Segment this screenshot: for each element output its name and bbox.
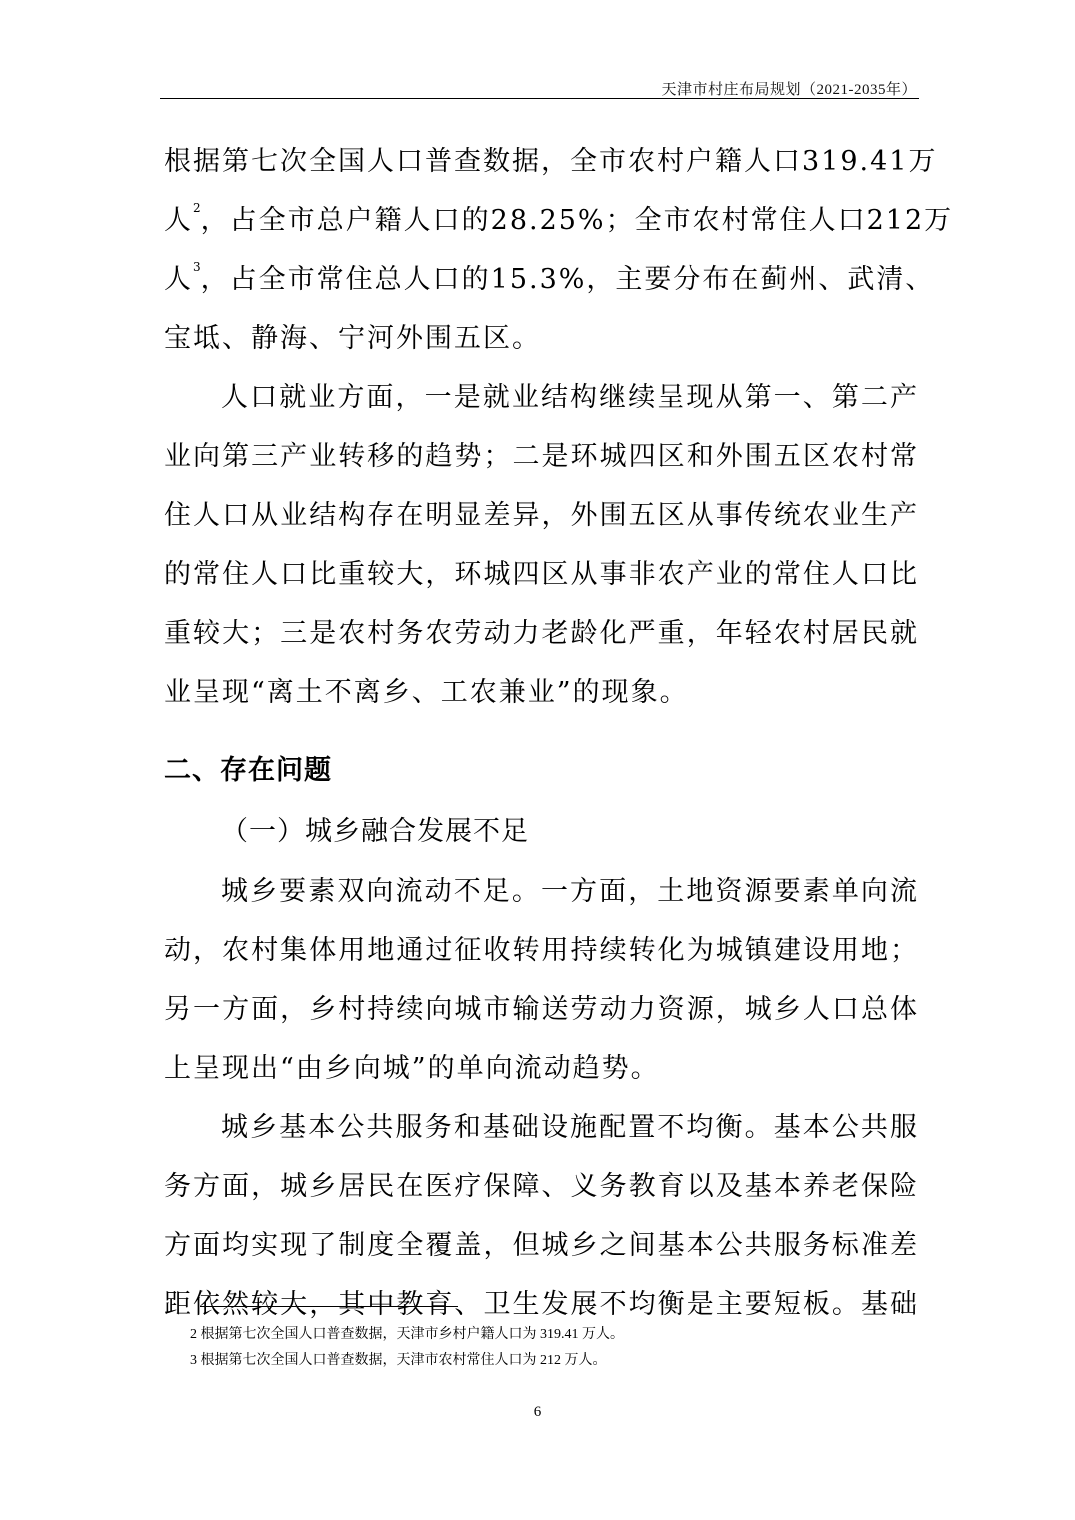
paragraph-line: 业呈现“离土不离乡、工农兼业”的现象。 (164, 677, 689, 708)
paragraph-line: 人口就业方面，一是就业结构继续呈现从第一、第二产 (221, 382, 919, 413)
line-text: ，占全市总户籍人口的28.25%；全市农村常住人口212万 (200, 205, 954, 236)
paragraph-line: 业向第三产业转移的趋势；二是环城四区和外围五区农村常 (164, 441, 919, 472)
paragraph-line: 务方面，城乡居民在医疗保障、义务教育以及基本养老保险 (164, 1171, 919, 1202)
paragraph-line: 城乡基本公共服务和基础设施配置不均衡。基本公共服 (221, 1112, 919, 1143)
paragraph-line: 上呈现出“由乡向城”的单向流动趋势。 (164, 1053, 660, 1084)
paragraph-line: 距依然较大，其中教育、卫生发展不均衡是主要短板。基础 (164, 1289, 919, 1320)
running-header: 天津市村庄布局规划（2021-2035年） (661, 82, 917, 98)
line-text: 人 (164, 264, 193, 295)
paragraph-line: 住人口从业结构存在明显差异，外围五区从事传统农业生产 (164, 500, 919, 531)
line-text: 人 (164, 205, 193, 236)
body-text (164, 132, 954, 1334)
paragraph-line (164, 191, 954, 250)
footnote-ref-2[interactable]: 2 (193, 201, 201, 215)
footnote-3: 3 根据第七次全国人口普查数据，天津市农村常住人口为 212 万人。 (190, 1353, 607, 1368)
paragraph-line: 根据第七次全国人口普查数据，全市农村户籍人口319.41万 (164, 146, 938, 177)
paragraph-line: 重较大；三是农村务农劳动力老龄化严重，年轻农村居民就 (164, 618, 919, 649)
footnote-ref-3[interactable]: 3 (193, 260, 201, 274)
paragraph-line: 城乡要素双向流动不足。一方面，土地资源要素单向流 (221, 876, 919, 907)
footnote-2: 2 根据第七次全国人口普查数据，天津市乡村户籍人口为 319.41 万人。 (190, 1327, 624, 1342)
footnote-separator (200, 1306, 458, 1307)
paragraph-line (164, 250, 935, 309)
subsection-heading: （一）城乡融合发展不足 (221, 816, 529, 847)
paragraph-line: 的常住人口比重较大，环城四区从事非农产业的常住人口比 (164, 559, 919, 590)
paragraph-line: 宝坻、静海、宁河外围五区。 (164, 323, 541, 354)
page-number: 6 (533, 1404, 542, 1420)
paragraph-line: 方面均实现了制度全覆盖，但城乡之间基本公共服务标准差 (164, 1230, 919, 1261)
footnotes (190, 1322, 890, 1374)
header-rule (160, 98, 919, 99)
paragraph-line: 动，农村集体用地通过征收转用持续转化为城镇建设用地； (164, 935, 919, 966)
section-heading: 二、存在问题 (164, 755, 332, 786)
paragraph-line: 另一方面，乡村持续向城市输送劳动力资源，城乡人口总体 (164, 994, 919, 1025)
line-text: ，占全市常住总人口的15.3%，主要分布在蓟州、武清、 (200, 264, 935, 295)
